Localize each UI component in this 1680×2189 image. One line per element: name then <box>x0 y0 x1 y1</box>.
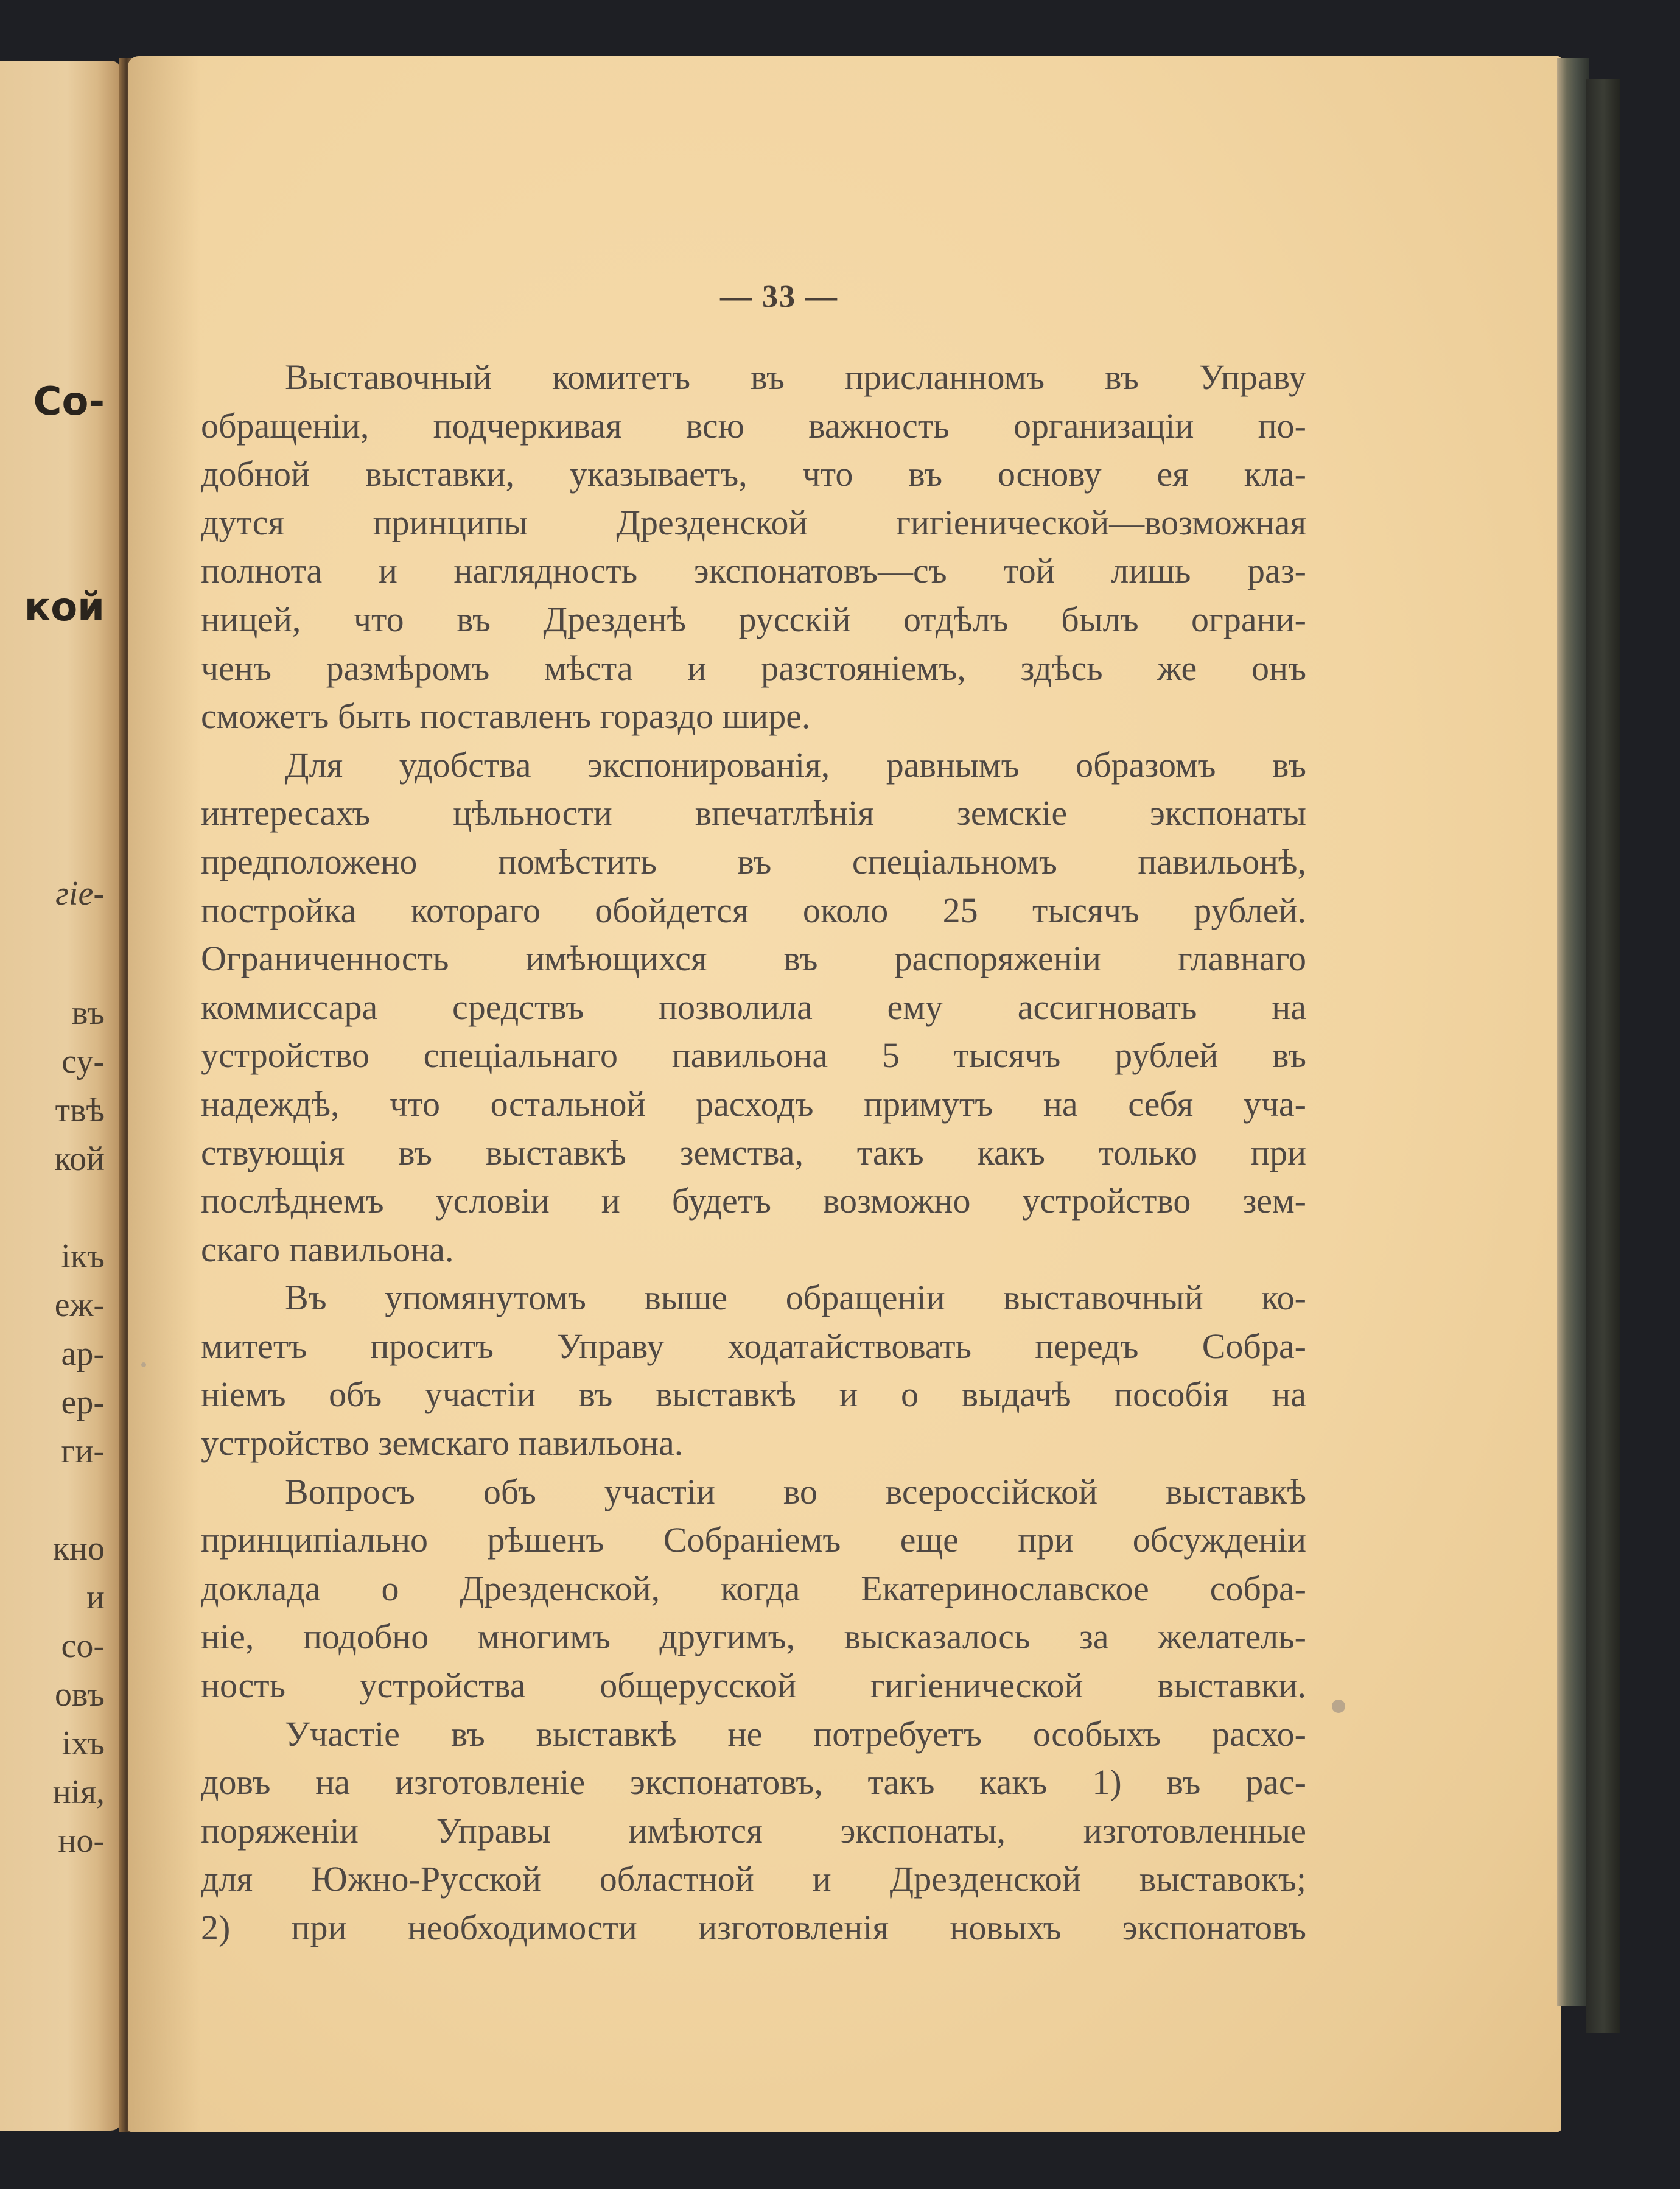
text-line: ніемъ объ участіи въ выставкѣ и о выдачѣ пособія на <box>201 1375 1306 1415</box>
left-fragment: кно <box>52 1530 105 1567</box>
text-line: коммиссара средствъ позволила ему ассигновать на <box>201 987 1306 1027</box>
text-line: добной выставки, указываетъ, что въ основу ея кла- <box>201 454 1306 494</box>
text-line: скаго павильона. <box>201 1229 454 1269</box>
left-fragment: Со- <box>33 379 105 424</box>
left-fragment: и <box>86 1578 105 1616</box>
text-line: постройка котораго обойдется около 25 тысячъ рублей. <box>201 890 1306 930</box>
text-line: доклада о Дрезденской, когда Екатеринославское собра- <box>201 1568 1306 1608</box>
text-line: ченъ размѣромъ мѣста и разстояніемъ, здѣсь же онъ <box>201 648 1306 688</box>
text-line: для Южно-Русской областной и Дрезденской выставокъ; <box>201 1859 1306 1899</box>
page-edges <box>1557 58 1589 2006</box>
text-line: устройство спеціальнаго павильона 5 тысячъ рублей въ <box>201 1035 1306 1076</box>
left-fragment: кой <box>24 585 105 630</box>
page-number: — 33 — <box>720 279 838 314</box>
left-fragment: іхъ <box>61 1725 105 1762</box>
left-fragment: еж- <box>54 1286 105 1324</box>
text-line: ніе, подобно многимъ другимъ, высказалось за желатель- <box>201 1617 1306 1657</box>
left-fragment: ер- <box>61 1384 105 1421</box>
left-fragment: кой <box>54 1140 105 1178</box>
text-line: Для удобства экспонированія, равнымъ образомъ въ <box>285 744 1306 785</box>
left-fragment: но- <box>58 1822 105 1860</box>
left-page <box>0 61 122 2131</box>
left-fragment: ги- <box>61 1432 105 1470</box>
text-line: обращеніи, подчеркивая всю важность организаціи по- <box>201 405 1306 446</box>
text-line: довъ на изготовленіе экспонатовъ, такъ какъ 1) въ рас- <box>201 1762 1306 1802</box>
text-line: полнота и наглядность экспонатовъ—съ той лишь раз- <box>201 551 1306 591</box>
paper-speck <box>141 1362 146 1367</box>
text-line: Ограниченность имѣющихся въ распоряженіи главнаго <box>201 939 1306 979</box>
text-line: Вопросъ объ участіи во всероссійской выставкѣ <box>285 1471 1306 1511</box>
left-fragment: твѣ <box>55 1091 105 1129</box>
page-shadow <box>128 56 201 2132</box>
text-line: предположено помѣстить въ спеціальномъ павильонѣ, <box>201 841 1306 881</box>
text-line: дутся принципы Дрезденской гигіенической—возможная <box>201 502 1306 542</box>
text-line: 2) при необходимости изготовленія новыхъ экспонатовъ <box>201 1908 1306 1947</box>
left-fragment: въ <box>71 994 105 1032</box>
left-fragment: ікъ <box>61 1238 105 1275</box>
text-line: митетъ проситъ Управу ходатайствовать передъ Собра- <box>201 1326 1306 1366</box>
left-fragment: овъ <box>54 1676 105 1714</box>
text-line: ность устройства общерусской гигіенической выставки. <box>201 1665 1306 1706</box>
text-line: Участіе въ выставкѣ не потребуетъ особыхъ расхо- <box>285 1714 1306 1754</box>
left-fragment: ар- <box>61 1335 105 1373</box>
text-line: Выставочный комитетъ въ присланномъ въ Управу <box>285 357 1306 397</box>
left-fragment: со- <box>61 1627 105 1665</box>
text-line: поряженіи Управы имѣются экспонаты, изготовленные <box>201 1810 1306 1851</box>
body-text <box>201 353 1306 1952</box>
text-line: ствующія въ выставкѣ земства, такъ какъ только при <box>201 1132 1306 1172</box>
text-line: интересахъ цѣльности впечатлѣнія земскіе экспонаты <box>201 793 1306 833</box>
text-line: ницей, что въ Дрезденѣ русскій отдѣлъ былъ ограни- <box>201 599 1306 639</box>
text-line: Въ упомянутомъ выше обращеніи выставочный ко- <box>285 1278 1306 1318</box>
right-page <box>128 56 1561 2132</box>
text-line: надеждѣ, что остальной расходъ примутъ на себя уча- <box>201 1084 1306 1124</box>
left-fragment: су- <box>61 1043 105 1080</box>
text-line: принципіально рѣшенъ Собраніемъ еще при обсужденіи <box>201 1520 1306 1560</box>
left-fragment: нія, <box>52 1773 105 1811</box>
text-line: послѣднемъ условіи и будетъ возможно устройство зем- <box>201 1181 1306 1221</box>
text-line: сможетъ быть поставленъ гораздо шире. <box>201 696 811 737</box>
book-cover-edge <box>1586 79 1620 2033</box>
text-line: устройство земскаго павильона. <box>201 1423 684 1463</box>
paper-speck <box>1332 1700 1345 1713</box>
left-fragment: гіе- <box>55 875 105 912</box>
